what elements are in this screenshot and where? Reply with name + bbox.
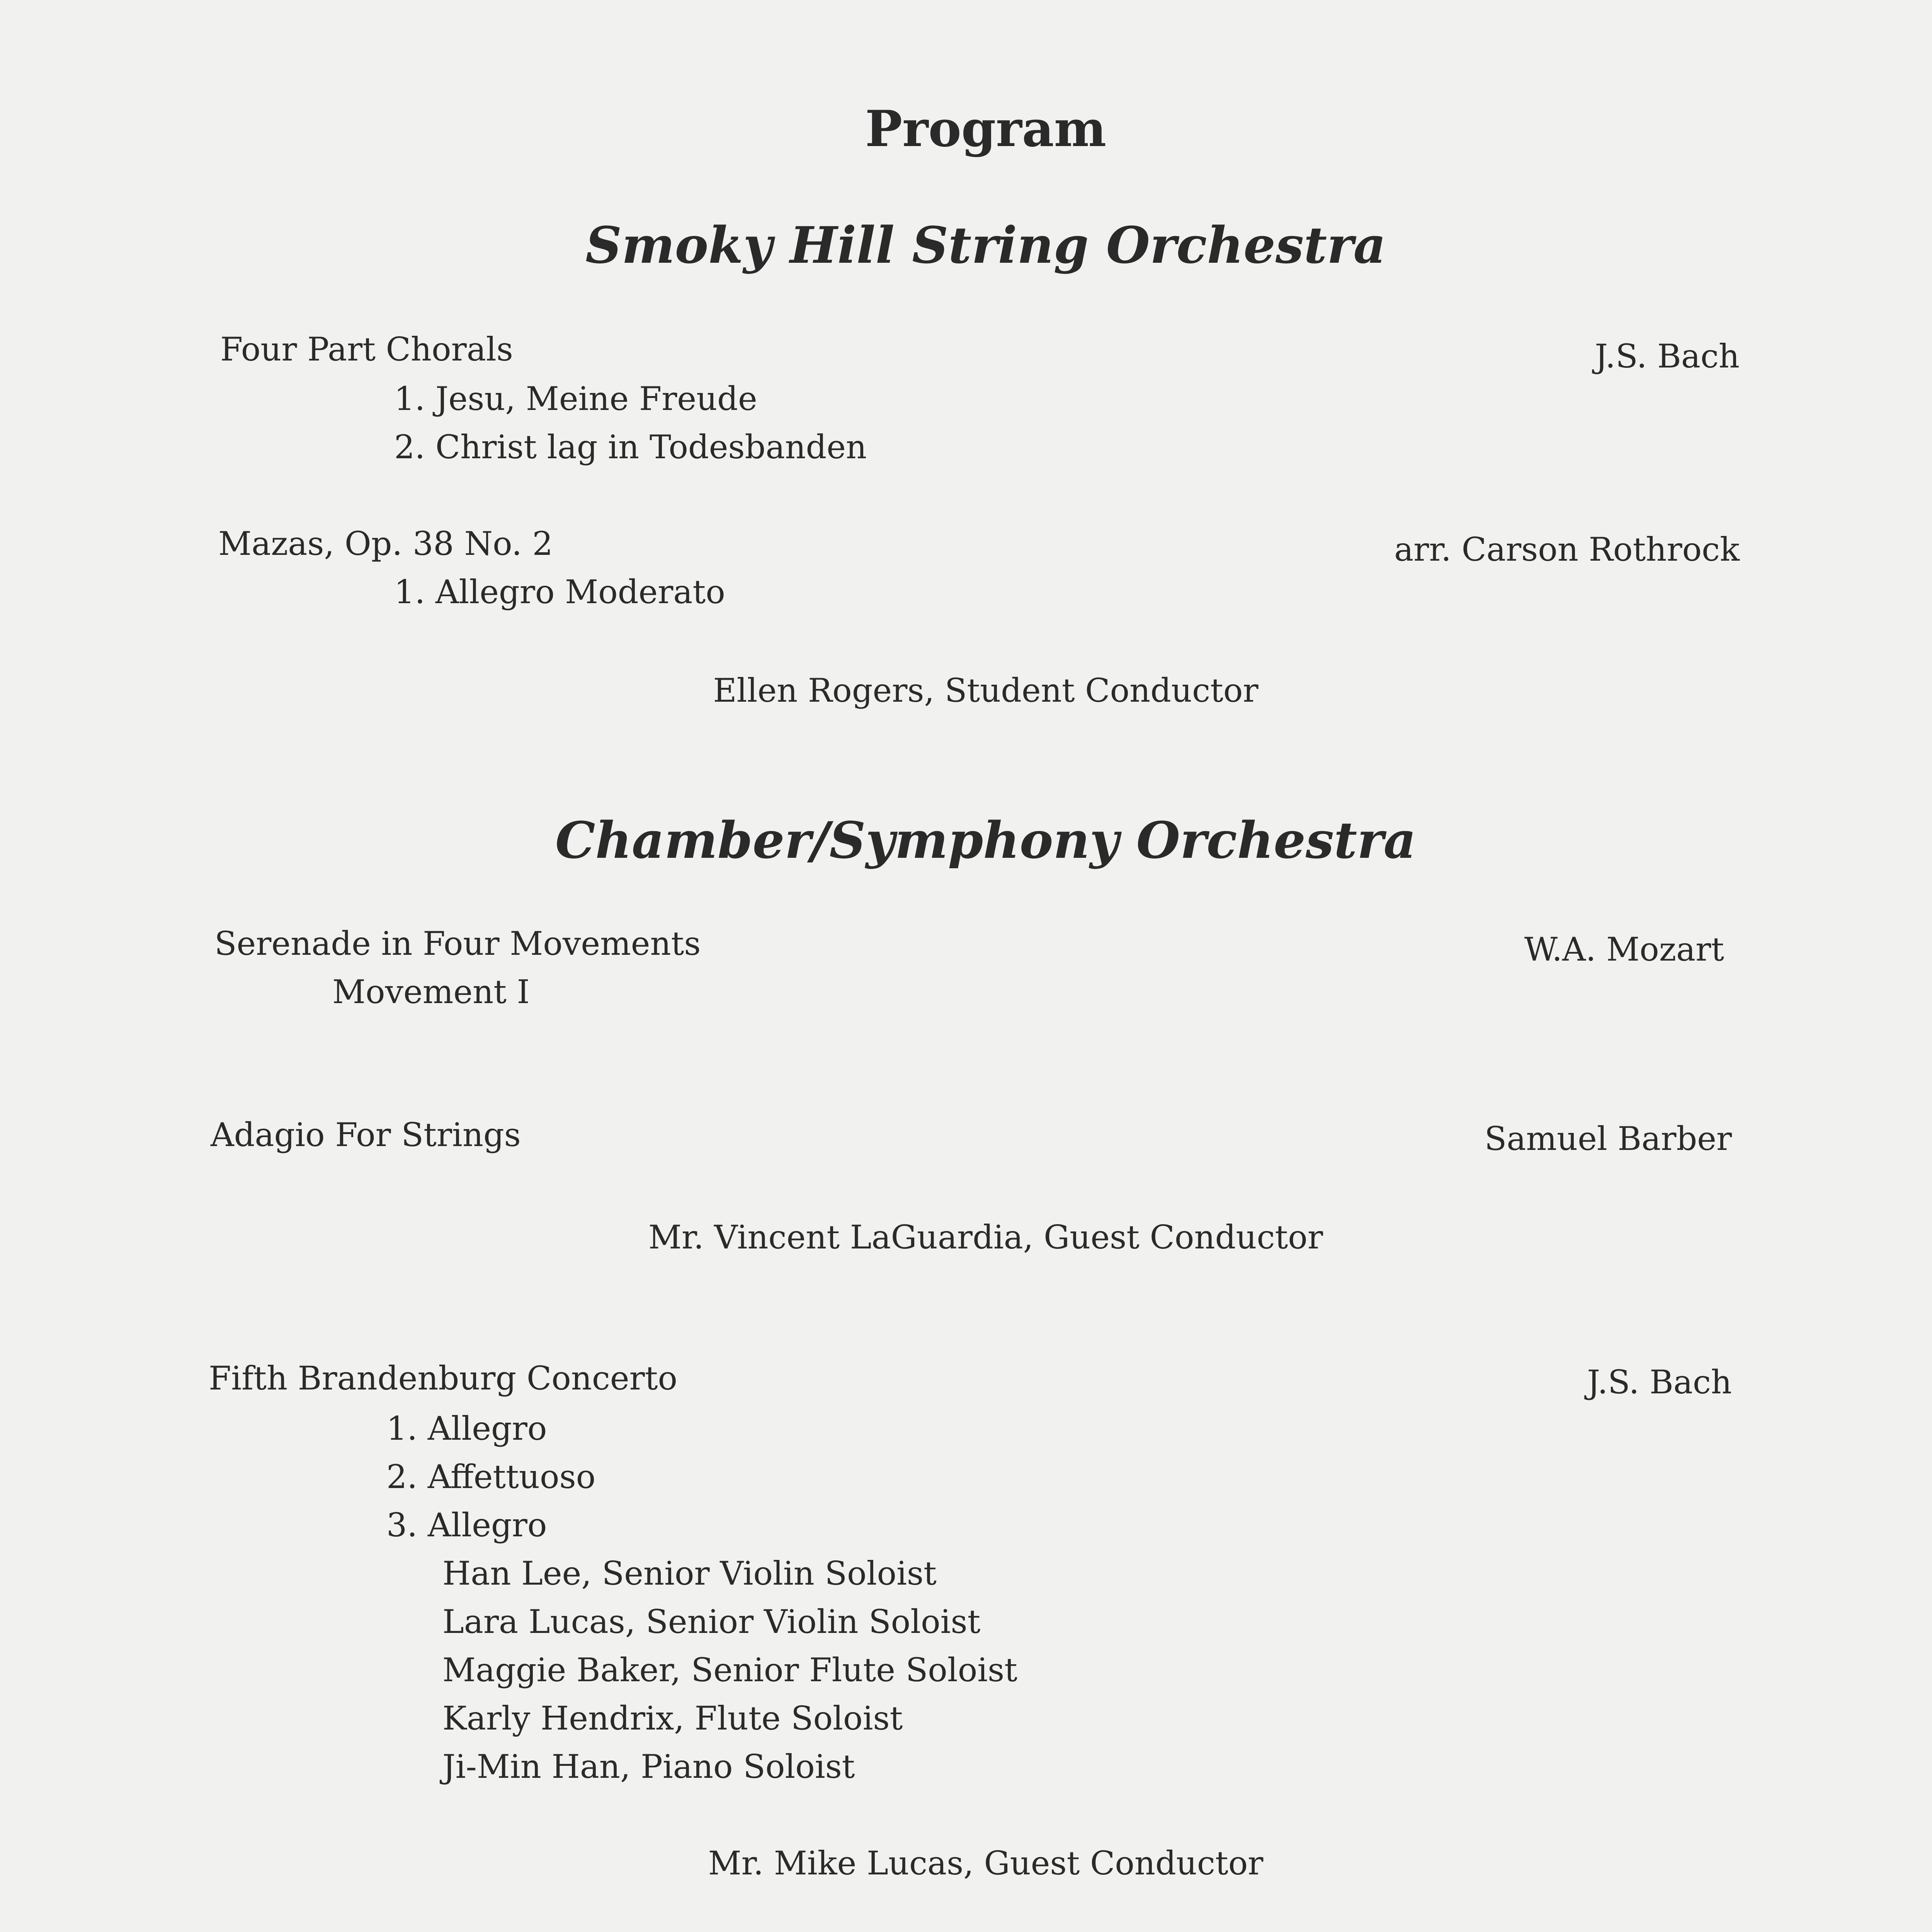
section-heading-chamber-symphony: Chamber/Symphony Orchestra [555,811,1416,870]
piece-title: Serenade in Four Movements [214,925,701,963]
movement-item: 1. Jesu, Meine Freude [394,380,757,418]
movement-item: 2. Christ lag in Todesbanden [394,428,867,466]
soloist-credit: Karly Hendrix, Flute Soloist [442,1699,903,1737]
piece-title: Four Part Chorals [220,330,513,368]
page-title: Program [865,100,1107,158]
movement-item: 3. Allegro [386,1506,547,1544]
conductor-credit: Mr. Mike Lucas, Guest Conductor [708,1844,1264,1882]
piece-composer: J.S. Bach [1595,337,1740,375]
piece-composer: J.S. Bach [1587,1363,1732,1401]
soloist-credit: Lara Lucas, Senior Violin Soloist [442,1603,981,1641]
movement-item: 1. Allegro [386,1410,547,1447]
section-heading-string-orchestra: Smoky Hill String Orchestra [585,216,1386,275]
movement-item: 2. Affettuoso [386,1458,596,1496]
piece-title: Fifth Brandenburg Concerto [209,1359,678,1397]
conductor-credit: Ellen Rogers, Student Conductor [713,672,1259,709]
piece-title: Mazas, Op. 38 No. 2 [218,525,553,563]
soloist-credit: Han Lee, Senior Violin Soloist [442,1554,937,1592]
piece-composer: arr. Carson Rothrock [1394,531,1740,568]
piece-composer: W.A. Mozart [1524,930,1724,968]
soloist-credit: Maggie Baker, Senior Flute Soloist [442,1651,1018,1689]
movement-item: 1. Allegro Moderato [394,573,725,611]
piece-title: Adagio For Strings [211,1116,521,1154]
movement-item: Movement I [332,973,530,1011]
soloist-credit: Ji-Min Han, Piano Soloist [442,1748,855,1786]
piece-composer: Samuel Barber [1484,1120,1732,1158]
conductor-credit: Mr. Vincent LaGuardia, Guest Conductor [648,1218,1323,1256]
